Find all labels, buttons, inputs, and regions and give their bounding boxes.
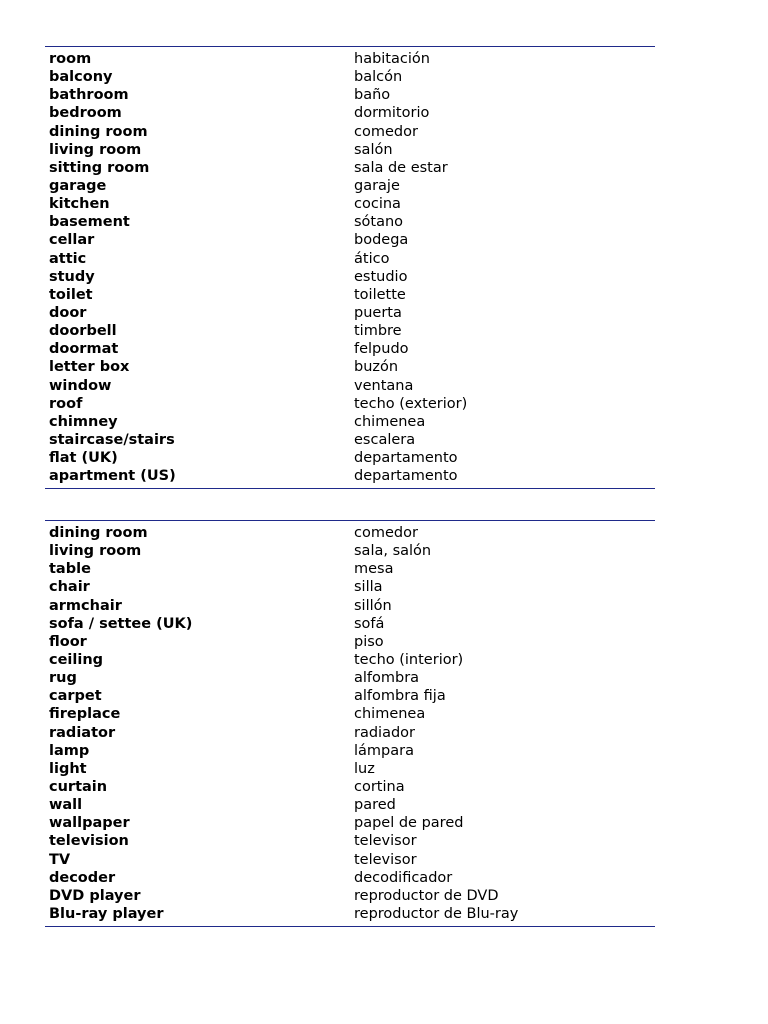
spanish-translation: pared xyxy=(354,797,396,814)
vocab-row xyxy=(45,705,655,723)
spanish-translation: chimenea xyxy=(354,413,426,430)
spanish-translation: garaje xyxy=(354,177,400,194)
english-term: study xyxy=(49,268,95,285)
english-term: attic xyxy=(49,250,87,267)
vocab-row xyxy=(45,778,655,796)
spanish-translation: cortina xyxy=(354,778,405,795)
spanish-translation: silla xyxy=(354,579,383,596)
vocab-row xyxy=(45,687,655,705)
english-term: doorbell xyxy=(49,323,117,340)
vocab-row xyxy=(45,395,655,413)
spanish-translation: sótano xyxy=(354,214,404,231)
spanish-translation: escalera xyxy=(354,431,416,448)
vocab-row xyxy=(45,268,655,286)
spanish-translation: felpudo xyxy=(354,341,409,358)
vocab-row xyxy=(45,524,655,542)
vocab-row xyxy=(45,578,655,596)
spanish-translation: puerta xyxy=(354,304,402,321)
english-term: window xyxy=(49,377,112,394)
vocab-row xyxy=(45,50,655,68)
spanish-translation: timbre xyxy=(354,323,402,340)
english-term: table xyxy=(49,561,91,578)
english-term: letter box xyxy=(49,359,130,376)
vocab-row xyxy=(45,123,655,141)
vocab-row xyxy=(45,304,655,322)
english-term: chimney xyxy=(49,413,118,430)
vocab-row xyxy=(45,651,655,669)
english-term: ceiling xyxy=(49,651,104,668)
spanish-translation: sala, salón xyxy=(354,543,432,560)
vocab-row xyxy=(45,760,655,778)
spanish-translation: reproductor de Blu-ray xyxy=(354,905,519,922)
spanish-translation: mesa xyxy=(354,561,394,578)
english-term: TV xyxy=(49,851,71,868)
english-term: dining room xyxy=(49,123,148,140)
spanish-translation: sala de estar xyxy=(354,159,448,176)
spanish-translation: balcón xyxy=(354,69,403,86)
english-term: lamp xyxy=(49,742,90,759)
english-term: apartment (US) xyxy=(49,468,176,485)
english-term: wallpaper xyxy=(49,815,130,832)
vocab-row xyxy=(45,177,655,195)
spanish-translation: comedor xyxy=(354,525,418,541)
english-term: rug xyxy=(49,670,77,687)
spanish-translation: baño xyxy=(354,87,391,104)
vocab-row xyxy=(45,869,655,887)
spanish-translation: toilette xyxy=(354,286,406,303)
english-term: floor xyxy=(49,633,87,650)
english-term: living room xyxy=(49,543,142,560)
spanish-translation: reproductor de DVD xyxy=(354,887,499,904)
spanish-translation: radiador xyxy=(354,724,416,741)
spanish-translation: piso xyxy=(354,633,384,650)
spanish-translation: sofá xyxy=(354,615,385,632)
vocab-row xyxy=(45,104,655,122)
english-term: dining room xyxy=(49,525,148,541)
vocab-row xyxy=(45,340,655,358)
english-term: decoder xyxy=(49,869,116,886)
spanish-translation: alfombra fija xyxy=(354,688,446,705)
english-term: DVD player xyxy=(49,887,141,904)
spanish-translation: alfombra xyxy=(354,670,420,687)
spanish-translation: techo (interior) xyxy=(354,651,464,668)
spanish-translation: habitación xyxy=(354,51,430,67)
spanish-translation: estudio xyxy=(354,268,408,285)
english-term: bedroom xyxy=(49,105,122,122)
vocabulary-table-living-room xyxy=(45,520,655,927)
vocab-row xyxy=(45,68,655,86)
spanish-translation: ventana xyxy=(354,377,414,394)
vocab-row xyxy=(45,322,655,340)
english-term: staircase/stairs xyxy=(49,431,175,448)
english-term: television xyxy=(49,833,129,850)
vocab-row xyxy=(45,669,655,687)
vocab-row xyxy=(45,832,655,850)
vocab-row xyxy=(45,377,655,395)
spanish-translation: dormitorio xyxy=(354,105,430,122)
vocab-row xyxy=(45,615,655,633)
spanish-translation: lámpara xyxy=(354,742,414,759)
vocab-row xyxy=(45,431,655,449)
spanish-translation: salón xyxy=(354,141,393,158)
vocab-row xyxy=(45,796,655,814)
english-term: radiator xyxy=(49,724,116,741)
spanish-translation: departamento xyxy=(354,468,458,485)
vocab-row xyxy=(45,286,655,304)
english-term: kitchen xyxy=(49,196,110,213)
spanish-translation: decodificador xyxy=(354,869,453,886)
spanish-translation: departamento xyxy=(354,450,458,467)
spanish-translation: bodega xyxy=(354,232,409,249)
vocab-row xyxy=(45,231,655,249)
spanish-translation: techo (exterior) xyxy=(354,395,468,412)
spanish-translation: cocina xyxy=(354,196,401,213)
english-term: sitting room xyxy=(49,159,150,176)
vocab-row xyxy=(45,213,655,231)
english-term: door xyxy=(49,304,87,321)
english-term: living room xyxy=(49,141,142,158)
vocab-row xyxy=(45,449,655,467)
spanish-translation: sillón xyxy=(354,597,392,614)
english-term: roof xyxy=(49,395,83,412)
vocab-row xyxy=(45,560,655,578)
vocab-row xyxy=(45,413,655,431)
english-term: Blu-ray player xyxy=(49,905,164,922)
spanish-translation: buzón xyxy=(354,359,399,376)
vocab-row xyxy=(45,159,655,177)
english-term: basement xyxy=(49,214,130,231)
english-term: toilet xyxy=(49,286,93,303)
english-term: armchair xyxy=(49,597,122,614)
spanish-translation: televisor xyxy=(354,833,417,850)
vocab-row xyxy=(45,905,655,923)
vocab-row xyxy=(45,467,655,485)
english-term: light xyxy=(49,760,87,777)
vocab-row xyxy=(45,851,655,869)
vocab-row xyxy=(45,86,655,104)
spanish-translation: televisor xyxy=(354,851,417,868)
spanish-translation: papel de pared xyxy=(354,815,464,832)
vocab-row xyxy=(45,887,655,905)
spanish-translation: chimenea xyxy=(354,706,426,723)
spanish-translation: comedor xyxy=(354,123,418,140)
spanish-translation: ático xyxy=(354,250,390,267)
vocab-row xyxy=(45,141,655,159)
vocab-row xyxy=(45,250,655,268)
vocabulary-table-house xyxy=(45,46,655,489)
english-term: flat (UK) xyxy=(49,450,118,467)
vocab-row xyxy=(45,195,655,213)
english-term: wall xyxy=(49,797,83,814)
english-term: carpet xyxy=(49,688,102,705)
english-term: cellar xyxy=(49,232,95,249)
vocab-row xyxy=(45,358,655,376)
english-term: fireplace xyxy=(49,706,121,723)
english-term: bathroom xyxy=(49,87,129,104)
english-term: balcony xyxy=(49,69,113,86)
english-term: doormat xyxy=(49,341,119,358)
spanish-translation: luz xyxy=(354,760,375,777)
vocab-row xyxy=(45,542,655,560)
english-term: garage xyxy=(49,177,107,194)
vocab-row xyxy=(45,742,655,760)
vocab-row xyxy=(45,724,655,742)
vocab-row xyxy=(45,633,655,651)
vocab-row xyxy=(45,814,655,832)
english-term: sofa / settee (UK) xyxy=(49,615,193,632)
english-term: room xyxy=(49,51,92,67)
vocab-row xyxy=(45,597,655,615)
english-term: curtain xyxy=(49,778,108,795)
english-term: chair xyxy=(49,579,90,596)
